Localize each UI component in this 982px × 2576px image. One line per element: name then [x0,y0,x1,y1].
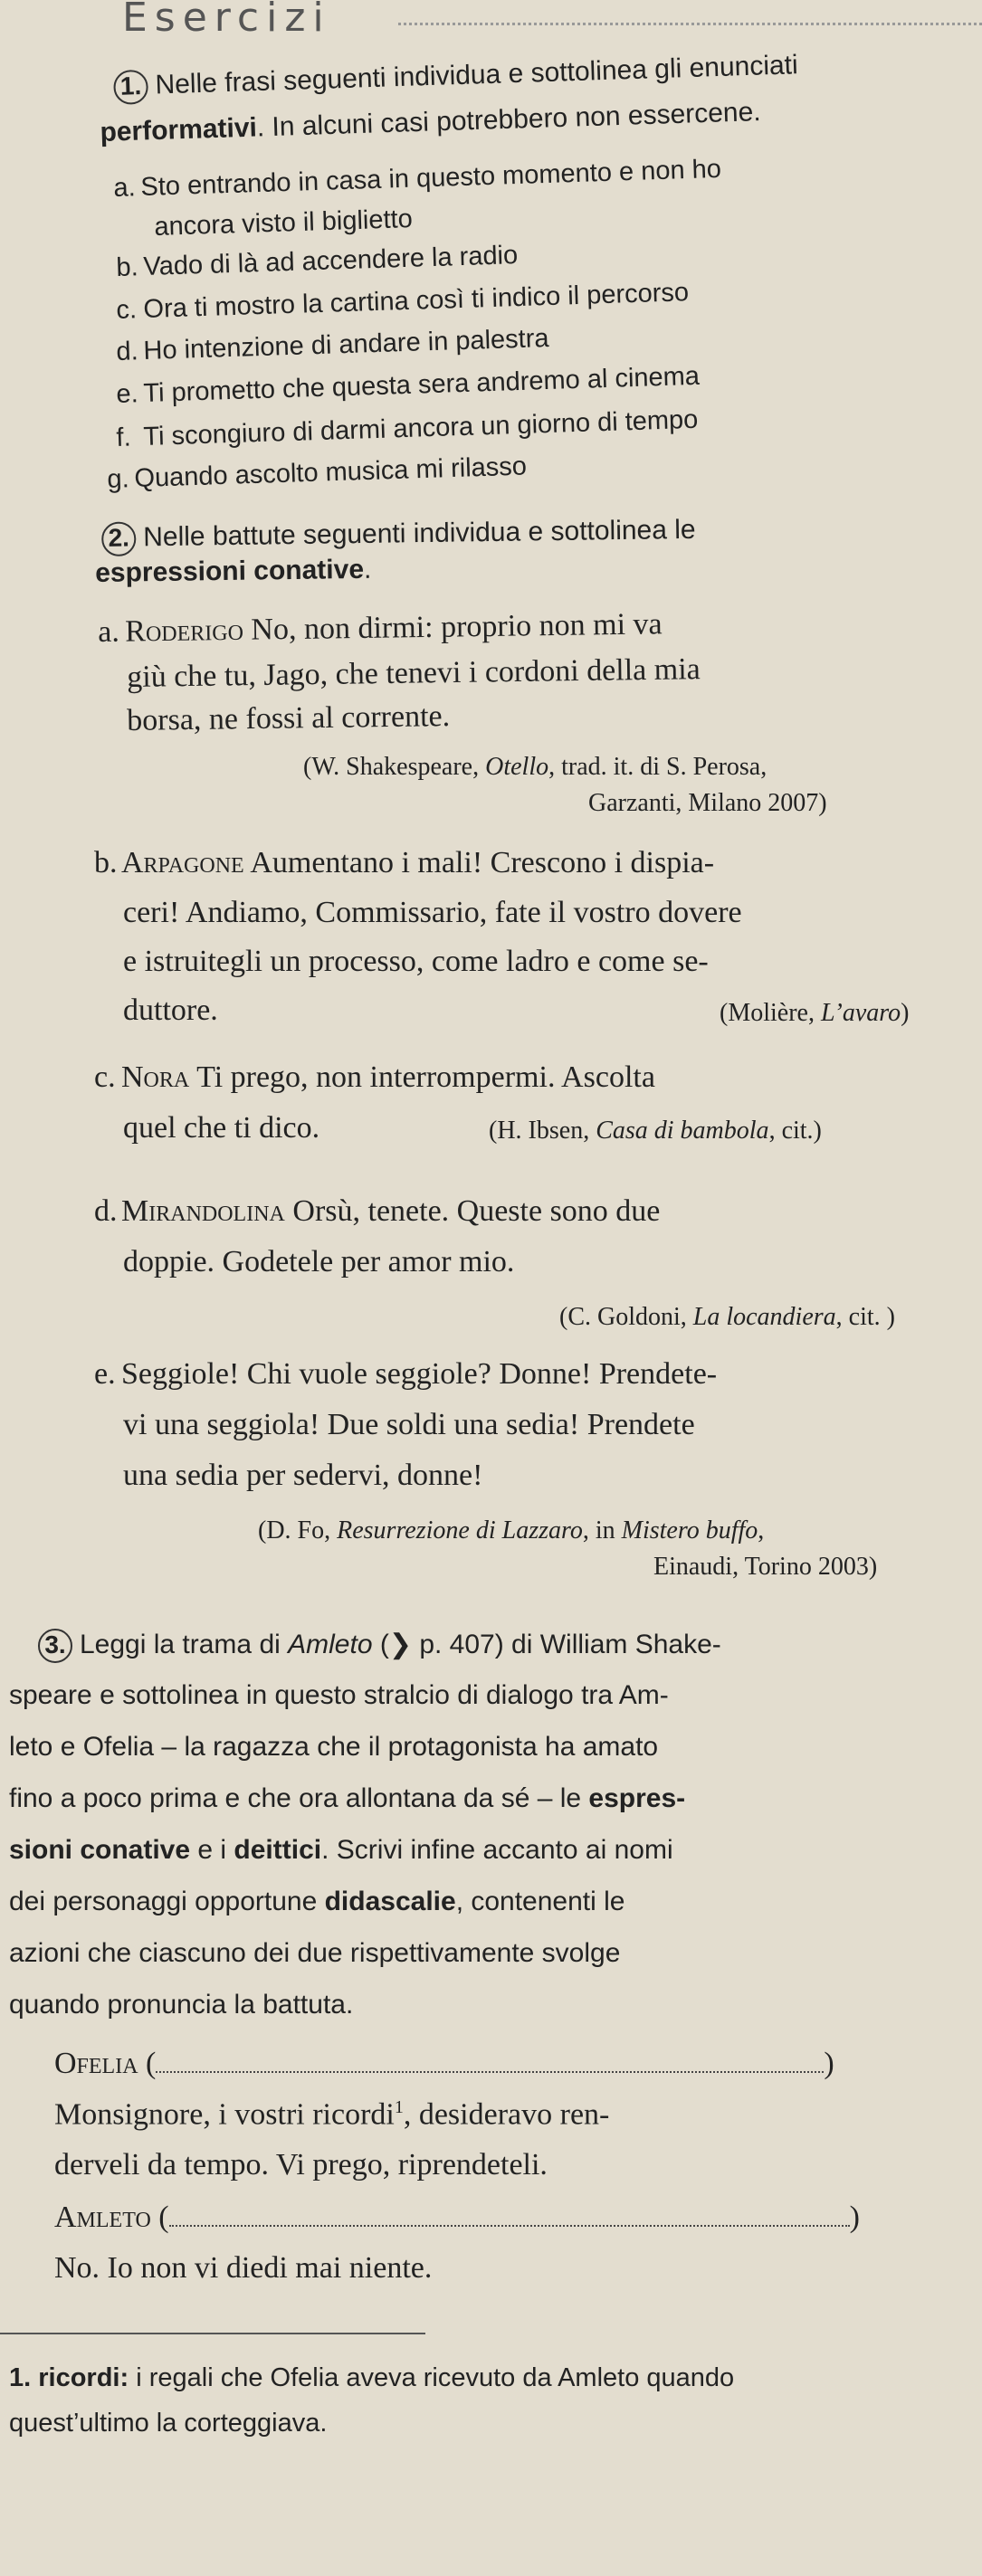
exercise-3-instruction-line-6: dei personaggi opportune didascalie, contenenti le [9,1887,625,1916]
exercise-1-item-d: d. Ho intenzione di andare in palestra [116,323,549,366]
speaker-arpagone: Arpagone [121,846,244,879]
exercise-2-instruction-line-2: espressioni conative. [95,554,372,588]
exercise-1-item-a-continued: ancora visto il biglietto [154,204,414,242]
exercise-1-instruction-line-2: performativi. In alcuni casi potrebbero non essercene. [100,97,762,147]
page-title: Esercizi [122,0,331,41]
exercise-2-item-a-line-2: giù che tu, Jago, che tenevi i cordoni della mia [127,652,701,694]
exercise-1-item-c: c. Ora ti mostro la cartina così ti indico il percorso [116,278,690,325]
exercise-2-item-b-source: (Molière, L’avaro) [720,999,910,1027]
speaker-amleto: Amleto [54,2201,151,2234]
ofelia-line-1: Monsignore, i vostri ricordi$^1$, desideravo ren- [54,2097,610,2132]
exercise-2-item-a-source-1: (W. Shakespeare, Otello, trad. it. di S. Perosa, [303,753,767,781]
exercise-1-item-b: b. Vado di là ad accendere la radio [116,241,519,282]
amleto-line-1: No. Io non vi diedi mai niente. [54,2251,433,2285]
speaker-nora: Nora [121,1060,190,1094]
exercise-3-instruction-line-8: quando pronuncia la battuta. [9,1990,354,2020]
amleto-answer-line[interactable] [169,2203,850,2227]
exercise-2-item-c-line-1: c. Nora Ti prego, non interrompermi. Ascolta [94,1060,655,1094]
exercise-2-item-d-line-2: doppie. Godetele per amor mio. [123,1245,515,1278]
exercise-2-item-a-source-2: Garzanti, Milano 2007) [588,789,827,817]
exercise-2-item-e-source-2: Einaudi, Torino 2003) [653,1553,878,1581]
exercise-1-item-f: f. Ti scongiuro di darmi ancora un giorno di tempo [116,404,699,452]
exercise-3-instruction-line-1: 3. Leggi la trama di Amleto (❯ p. 407) di William Shake- [38,1629,721,1663]
ofelia-stage-direction: Ofelia ( ) [54,2047,834,2080]
footnote-line-1: 1. ricordi: i regali che Ofelia aveva ricevuto da Amleto quando [9,2363,735,2392]
exercise-2-item-b-line-1: b. Arpagone Aumentano i mali! Crescono i dispia- [94,846,715,879]
exercise-2-item-e-line-1: e. Seggiole! Chi vuole seggiole? Donne! Prendete- [94,1357,718,1391]
exercise-2-item-e-line-3: una sedia per sedervi, donne! [123,1459,483,1492]
header-rule [398,23,982,25]
exercise-2-number: 2. [101,521,137,556]
exercise-3-instruction-line-4: fino a poco prima e che ora allontana da sé – le espres- [9,1783,686,1813]
exercise-2-item-b-line-3: e istruitegli un processo, come ladro e come se- [123,945,709,978]
exercise-1-item-g: g. Quando ascolto musica mi rilasso [107,452,528,494]
exercise-2-item-c-line-2: quel che ti dico. [123,1111,320,1145]
exercise-2-item-d-line-1: d. Mirandolina Orsù, tenete. Queste sono due [94,1194,661,1228]
exercise-3-instruction-line-2: speare e sottolinea in questo stralcio di dialogo tra Am- [9,1680,669,1710]
speaker-mirandolina: Mirandolina [121,1194,285,1228]
exercise-2-item-b-line-4: duttore. [123,993,218,1027]
exercise-2-item-e-line-2: vi una seggiola! Due soldi una sedia! Prendete [123,1408,695,1441]
exercise-2-item-d-source: (C. Goldoni, La locandiera, cit. ) [559,1303,895,1331]
exercise-1-instruction-line-1: 1. Nelle frasi seguenti individua e sottolinea gli enunciati [113,49,798,105]
exercise-1-item-a: a. Sto entrando in casa in questo momento e non ho [113,154,722,203]
exercise-3-instruction-line-7: azioni che ciascuno dei due rispettivamente svolge [9,1938,621,1968]
exercise-2-instruction-line-1: 2. Nelle battute seguenti individua e sottolinea le [101,514,696,556]
exercise-3-number: 3. [38,1629,72,1663]
exercise-2-item-a-line-1: a. Roderigo No, non dirmi: proprio non mi va [98,607,663,649]
exercise-2-item-c-source: (H. Ibsen, Casa di bambola, cit.) [489,1117,822,1145]
footnote-rule [0,2333,425,2334]
amleto-stage-direction: Amleto ( ) [54,2201,860,2234]
exercise-2-item-b-line-2: ceri! Andiamo, Commissario, fate il vostro dovere [123,896,742,929]
speaker-roderigo: Roderigo [124,613,244,649]
exercise-1-item-e: e. Ti prometto che questa sera andremo al cinema [116,361,701,409]
exercise-3-instruction-line-3: leto e Ofelia – la ragazza che il protagonista ha amato [9,1732,659,1762]
exercise-3-instruction-line-5: sioni conative e i deittici. Scrivi infine accanto ai nomi [9,1835,673,1865]
ofelia-answer-line[interactable] [156,2049,824,2073]
exercise-2-item-a-line-3: borsa, ne fossi al corrente. [127,699,451,737]
ofelia-line-2: derveli da tempo. Vi prego, riprendeteli. [54,2148,548,2182]
footnote-line-2: quest’ultimo la corteggiava. [9,2409,328,2438]
exercise-2-item-e-source-1: (D. Fo, Resurrezione di Lazzaro, in Mistero buffo, [258,1516,765,1545]
exercise-1-number: 1. [113,70,148,105]
speaker-ofelia: Ofelia [54,2047,138,2080]
